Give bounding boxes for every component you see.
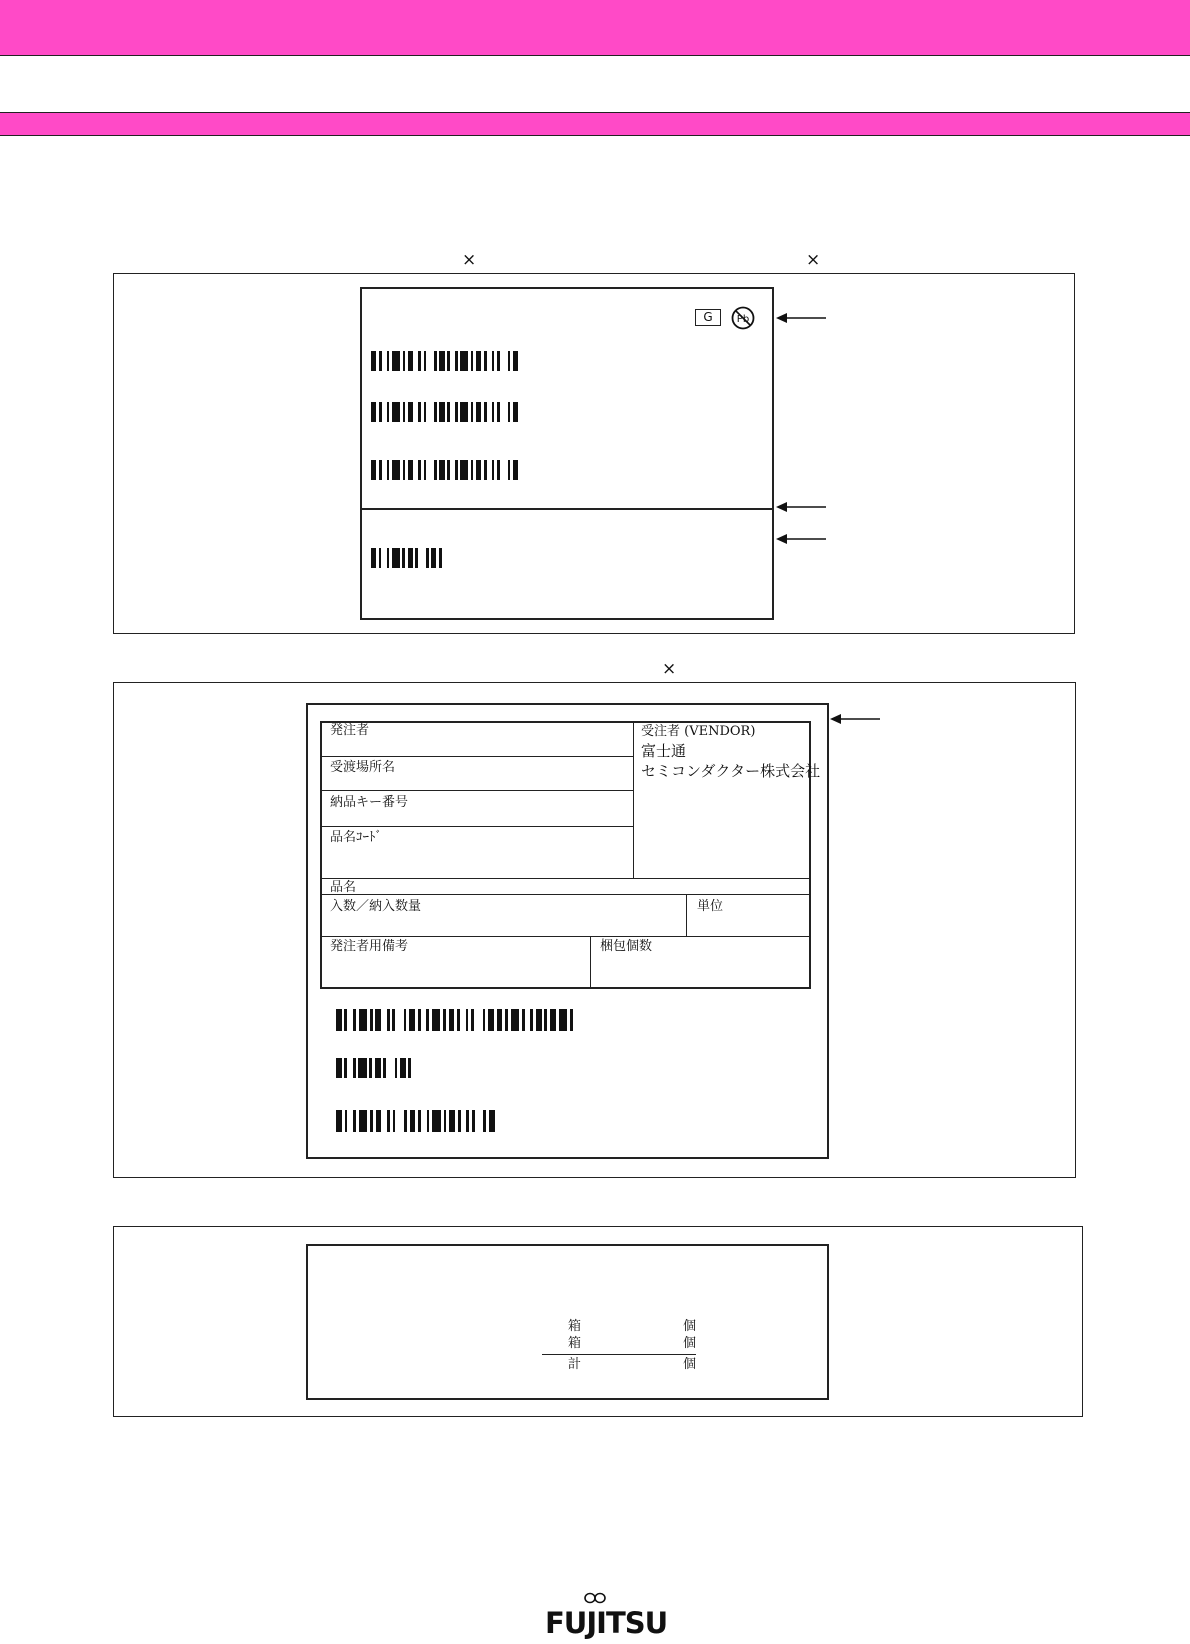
label1-card [360,287,774,620]
barcode-gap [442,548,447,568]
times-mark: × [662,659,677,679]
barcode-gap [518,351,521,371]
barcode-bar [460,351,468,371]
field-remarks: 発注者用備考 [330,939,409,954]
logo-text: FUJITSU [545,1606,668,1640]
vendor-name-line2: セミコンダクター株式会社 [641,762,821,780]
barcode [336,1058,417,1078]
barcode-gap [475,1110,484,1132]
count-row-box: 箱 [568,1336,582,1351]
barcode [371,402,521,422]
form-rule [686,894,687,936]
barcode [371,460,521,480]
barcode [336,1009,579,1031]
barcode-gap [495,1110,498,1132]
sum-rule [542,1354,696,1355]
barcode-bar [358,1058,366,1078]
section-band [0,112,1190,136]
lead-free-icon-label: Pb [736,314,750,325]
barcode-bar [392,460,400,480]
barcode-gap [426,402,434,422]
form-rule [320,790,633,791]
header-band [0,0,1190,56]
barcode-gap [518,460,521,480]
barcode-gap [411,1058,417,1078]
barcode-gap [500,402,508,422]
label1-divider [360,508,774,510]
field-delivery-place: 受渡場所名 [330,760,396,775]
arrow-left-icon [776,532,826,546]
barcode-bar [392,548,400,568]
field-unit: 単位 [697,899,724,914]
barcode-bar [432,1009,440,1031]
arrow-left-icon [830,712,880,726]
barcode-bar [359,1110,368,1132]
barcode-bar [392,402,400,422]
barcode-gap [395,1009,403,1031]
count-row-box: 箱 [568,1319,582,1334]
arrow-left-icon [776,311,826,325]
field-product-name: 品名 [330,880,357,895]
barcode-bar [559,1009,567,1031]
field-orderer: 発注者 [330,723,370,738]
barcode-bar [460,402,468,422]
form-rule [320,936,811,937]
times-mark: × [806,250,821,270]
form-rule [320,878,811,879]
total-piece: 個 [683,1357,697,1372]
field-product-code: 品名ｺｰﾄﾞ [330,830,383,845]
barcode-bar [359,1009,367,1031]
form-rule [633,721,634,878]
form-rule [320,894,811,895]
times-mark: × [462,250,477,270]
barcode [336,1110,498,1132]
field-vendor-label: 受注者 (VENDOR) [641,724,756,739]
form-rule [590,936,591,989]
barcode-bar [432,1110,441,1132]
barcode-gap [426,351,434,371]
count-row-piece: 個 [683,1336,697,1351]
barcode-bar [460,460,468,480]
barcode-gap [573,1009,579,1031]
barcode-gap [474,1009,482,1031]
field-package-count: 梱包個数 [600,939,653,954]
barcode-gap [426,460,434,480]
barcode [371,351,521,371]
g-icon: G [695,309,721,326]
barcode [371,548,447,568]
barcode-gap [418,548,426,568]
form-rule [320,826,633,827]
count-row-piece: 個 [683,1319,697,1334]
total-label: 計 [568,1357,582,1372]
barcode-bar [392,351,400,371]
infinity-mark-icon [545,1590,645,1606]
vendor-name-line1: 富士通 [641,742,687,760]
barcode-gap [386,1058,394,1078]
field-quantity: 入数／納入数量 [330,899,422,914]
barcode-gap [500,351,508,371]
barcode-gap [518,402,521,422]
barcode-gap [500,460,508,480]
fujitsu-logo [545,1590,668,1640]
form-rule [320,756,633,757]
barcode-gap [395,1110,404,1132]
arrow-left-icon [776,500,826,514]
lead-free-icon [731,306,755,330]
barcode-bar [511,1009,519,1031]
field-delivery-key: 納品キー番号 [330,795,409,810]
